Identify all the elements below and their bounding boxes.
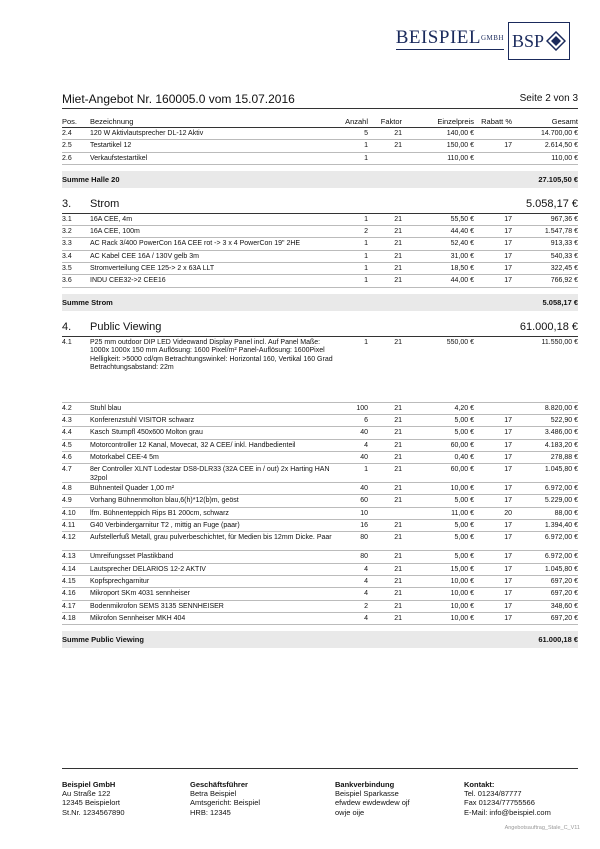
row-pos: 4.10 <box>62 509 76 517</box>
diamond-icon <box>546 31 566 51</box>
section-number: 3. <box>62 197 72 210</box>
sum-total: 61.000,18 € <box>538 635 578 645</box>
row-total: 6.972,00 € <box>544 534 578 542</box>
sum-row-public-viewing <box>62 631 578 648</box>
row-desc: Mikroport SKm 4031 sennheiser <box>90 590 190 598</box>
row-total: 3.486,00 € <box>544 429 578 437</box>
table-row <box>62 495 578 507</box>
row-discount: 17 <box>504 228 512 236</box>
row-pos: 4.3 <box>62 416 72 424</box>
row-pos: 4.17 <box>62 602 76 610</box>
footer-line: Beispiel Sparkasse <box>335 789 399 799</box>
row-factor: 21 <box>394 522 402 530</box>
row-unit-price: 4,20 € <box>454 404 474 412</box>
row-unit-price: 10,00 € <box>450 614 474 622</box>
row-factor: 21 <box>394 416 402 424</box>
row-pos: 3.4 <box>62 252 72 260</box>
table-row <box>62 508 578 520</box>
row-total: 697,20 € <box>550 577 578 585</box>
row-desc: Stromverteilung CEE 125-> 2 x 63A LLT <box>90 265 215 273</box>
sum-row-strom <box>62 294 578 311</box>
row-factor: 21 <box>394 485 402 493</box>
row-qty: 4 <box>364 614 368 622</box>
row-unit-price: 52,40 € <box>450 240 474 248</box>
row-unit-price: 11,00 € <box>451 509 474 517</box>
row-discount: 17 <box>504 565 512 573</box>
row-pos: 4.5 <box>62 441 72 449</box>
row-total: 697,20 € <box>550 590 578 598</box>
footer-management <box>190 780 320 817</box>
row-unit-price: 150,00 € <box>446 142 474 150</box>
header-qty: Anzahl <box>345 117 368 126</box>
row-total: 4.183,20 € <box>544 441 578 449</box>
row-factor: 21 <box>394 252 402 260</box>
row-total: 5.229,00 € <box>544 497 578 505</box>
row-qty: 60 <box>360 497 368 505</box>
row-unit-price: 140,00 € <box>446 130 474 137</box>
row-desc: 120 W Aktivlautsprecher DL-12 Aktiv <box>90 130 204 137</box>
row-pos: 4.8 <box>62 485 72 493</box>
header-pos: Pos. <box>62 117 78 126</box>
row-desc: G40 Verbindergarnitur T2 , mittig an Fuge (paar) <box>90 522 240 530</box>
row-discount: 17 <box>504 453 512 461</box>
footer-line: efwdew ewdewdew ojf <box>335 798 410 808</box>
row-qty: 2 <box>364 228 368 236</box>
row-total: 348,60 € <box>550 602 578 610</box>
table-row <box>62 520 578 532</box>
row-desc: AC Kabel CEE 16A / 130V gelb 3m <box>90 252 199 260</box>
row-total: 967,36 € <box>550 215 578 223</box>
table-row <box>62 128 578 140</box>
row-pos: 4.12 <box>62 534 76 542</box>
title-divider <box>62 108 578 109</box>
row-unit-price: 5,00 € <box>454 522 474 530</box>
row-desc: Aufstellerfuß Metall, grau pulverbeschichtet, für Medien bis 12mm Dicke. Paar <box>90 534 332 542</box>
row-factor: 21 <box>394 404 402 412</box>
row-desc: Bühnenteil Quader 1,00 m² <box>90 485 175 493</box>
table-row <box>62 263 578 275</box>
section-header-strom <box>62 196 578 214</box>
company-logo <box>396 22 570 60</box>
table-row <box>62 153 578 165</box>
row-desc: Testartikel 12 <box>90 142 132 150</box>
row-total: 8.820,00 € <box>544 404 578 412</box>
row-qty: 40 <box>360 429 368 437</box>
row-total: 1.045,80 € <box>544 466 578 474</box>
footer-heading: Beispiel GmbH <box>62 780 116 789</box>
section-total: 5.058,17 € <box>526 197 578 210</box>
row-pos: 2.4 <box>62 130 72 137</box>
row-qty: 5 <box>364 130 368 137</box>
row-discount: 17 <box>504 252 512 260</box>
row-unit-price: 5,00 € <box>454 429 474 437</box>
row-factor: 21 <box>394 565 402 573</box>
row-pos: 4.14 <box>62 565 76 573</box>
row-discount: 17 <box>504 497 512 505</box>
table-row <box>62 214 578 226</box>
row-qty: 1 <box>364 252 368 260</box>
row-pos: 4.9 <box>62 497 72 505</box>
table-row <box>62 275 578 287</box>
table-row <box>62 588 578 600</box>
section-total: 61.000,18 € <box>519 320 578 333</box>
row-discount: 17 <box>504 485 512 493</box>
row-pos: 2.5 <box>62 142 72 150</box>
rows-hall-20 <box>62 128 578 165</box>
row-desc: AC Rack 3/400 PowerCon 16A CEE rot -> 3 x 4 PowerCon 19" 2HE <box>90 240 301 248</box>
row-qty: 16 <box>360 522 368 530</box>
footer-divider <box>62 768 578 769</box>
row-unit-price: 18,50 € <box>450 265 474 273</box>
row-desc: P25 mm outdoor DIP LED Videowand Display Panel incl. Auf Panel Maße: 1000x 1000x 150 mm Auflösung: 1600 Pixel/m² Panel-Auflösung: 1600Pixel Helligkeit: >5000 cd/qm Betrachtungswinkel: Horizontal 160, Vertikal 160 Grad Betrachtungsabstand: 22m <box>90 338 333 372</box>
table-row <box>62 551 578 563</box>
row-qty: 10 <box>360 509 368 517</box>
row-qty: 1 <box>364 277 368 285</box>
row-desc: Kopfsprechgarnitur <box>90 577 150 585</box>
logo-abbr: BSP <box>512 30 545 51</box>
row-factor: 21 <box>394 590 402 598</box>
row-unit-price: 10,00 € <box>450 590 474 598</box>
table-row <box>62 576 578 588</box>
row-pos: 4.1 <box>62 338 72 346</box>
row-discount: 17 <box>504 265 512 273</box>
footer-line: E-Mail: info@beispiel.com <box>464 807 551 817</box>
row-total: 2.614,50 € <box>544 142 578 150</box>
row-factor: 21 <box>394 215 402 223</box>
row-discount: 17 <box>504 240 512 248</box>
row-unit-price: 5,00 € <box>454 534 474 542</box>
row-factor: 21 <box>394 577 402 585</box>
row-total: 11.550,00 € <box>541 338 578 346</box>
row-desc: Stuhl blau <box>90 404 122 412</box>
row-qty: 1 <box>364 215 368 223</box>
row-total: 14.700,00 € <box>541 130 578 137</box>
footer-company <box>62 780 192 817</box>
row-factor: 21 <box>394 602 402 610</box>
row-discount: 17 <box>504 429 512 437</box>
row-unit-price: 60,00 € <box>450 466 474 474</box>
row-unit-price: 10,00 € <box>450 577 474 585</box>
row-discount: 17 <box>504 534 512 542</box>
row-pos: 3.6 <box>62 277 72 285</box>
table-row <box>62 427 578 439</box>
row-qty: 1 <box>364 240 368 248</box>
row-pos: 4.7 <box>62 466 72 474</box>
rows-strom <box>62 214 578 288</box>
row-discount: 17 <box>504 215 512 223</box>
sum-label: Summe Halle 20 <box>62 174 120 184</box>
row-desc: lfm. Bühnenteppich Rips B1 200cm, schwarz <box>90 509 229 517</box>
row-discount: 17 <box>504 142 512 150</box>
row-desc: Konferenzstuhl VISITOR schwarz <box>90 416 195 424</box>
table-row <box>62 337 578 403</box>
section-number: 4. <box>62 320 72 333</box>
row-pos: 3.5 <box>62 265 72 273</box>
row-discount: 17 <box>504 614 512 622</box>
row-pos: 4.6 <box>62 453 72 461</box>
footer-line: Au Straße 122 <box>62 789 111 799</box>
row-desc: 16A CEE, 4m <box>90 215 133 223</box>
footer-line: Tel. 01234/87777 <box>464 789 522 799</box>
footer-line: Betra Beispiel <box>190 789 237 799</box>
row-desc: 16A CEE, 100m <box>90 228 140 236</box>
row-total: 1.394,40 € <box>544 522 578 530</box>
row-qty: 4 <box>364 565 368 573</box>
row-unit-price: 60,00 € <box>450 441 474 449</box>
row-total: 1.045,80 € <box>544 565 578 573</box>
row-unit-price: 55,50 € <box>450 215 474 223</box>
row-unit-price: 110,00 € <box>447 154 474 162</box>
footer-line: Fax 01234/77755566 <box>464 798 535 808</box>
section-title: Public Viewing <box>90 320 162 333</box>
table-row <box>62 601 578 613</box>
row-qty: 1 <box>364 154 368 162</box>
row-discount: 17 <box>504 553 512 561</box>
row-factor: 21 <box>394 240 402 248</box>
row-pos: 4.18 <box>62 614 76 622</box>
row-qty: 2 <box>364 602 368 610</box>
row-unit-price: 15,00 € <box>450 565 474 573</box>
header-total: Gesamt <box>551 117 578 126</box>
table-row <box>62 532 578 551</box>
row-unit-price: 10,00 € <box>450 485 474 493</box>
table-row <box>62 483 578 495</box>
row-unit-price: 550,00 € <box>446 338 474 346</box>
row-qty: 80 <box>360 534 368 542</box>
row-unit-price: 5,00 € <box>454 553 474 561</box>
row-qty: 4 <box>364 441 368 449</box>
row-qty: 4 <box>364 590 368 598</box>
sum-label: Summe Strom <box>62 297 113 307</box>
row-total: 110,00 € <box>551 154 578 162</box>
footer-heading: Geschäftsführer <box>190 780 248 789</box>
row-unit-price: 10,00 € <box>450 602 474 610</box>
footer-contact <box>464 780 594 817</box>
row-desc: Bodenmikrofon SEMS 3135 SENNHEISER <box>90 602 224 610</box>
sum-label: Summe Public Viewing <box>62 635 144 645</box>
page-number: Seite 2 von 3 <box>519 93 578 104</box>
row-qty: 1 <box>364 265 368 273</box>
row-desc: 8er Controller XLNT Lodestar DS8-DLR33 (32A CEE in / out) 2x Harting HAN 32pol <box>90 466 330 482</box>
row-qty: 100 <box>356 404 368 412</box>
row-total: 88,00 € <box>554 509 578 517</box>
logo-wordmark: $BEISPIEL^{GMBH}$ <box>395 27 504 48</box>
row-discount: 20 <box>504 509 512 517</box>
row-unit-price: 5,00 € <box>454 416 474 424</box>
row-desc: INDU CEE32->2 CEE16 <box>90 277 166 285</box>
row-factor: 21 <box>394 553 402 561</box>
row-factor: 21 <box>394 466 402 474</box>
row-factor: 21 <box>394 265 402 273</box>
footer-line: HRB: 12345 <box>190 807 231 817</box>
row-factor: 21 <box>394 277 402 285</box>
row-discount: 17 <box>504 277 512 285</box>
row-qty: 1 <box>364 338 368 346</box>
row-factor: 21 <box>394 441 402 449</box>
row-factor: 21 <box>394 453 402 461</box>
table-row <box>62 564 578 576</box>
row-total: 540,33 € <box>550 252 578 260</box>
document-title: Miet-Angebot Nr. 160005.0 vom 15.07.2016 <box>62 92 295 106</box>
row-factor: 21 <box>394 614 402 622</box>
row-discount: 17 <box>504 602 512 610</box>
footer-line: St.Nr. 1234567890 <box>62 807 125 817</box>
row-discount: 17 <box>504 416 512 424</box>
row-factor: 21 <box>394 228 402 236</box>
row-pos: 3.2 <box>62 228 72 236</box>
row-discount: 17 <box>504 522 512 530</box>
sum-total: 5.058,17 € <box>542 297 578 307</box>
footer-line: 12345 Beispielort <box>62 798 120 808</box>
footer-heading: Bankverbindung <box>335 780 395 789</box>
row-unit-price: 5,00 € <box>454 497 474 505</box>
row-qty: 1 <box>364 466 368 474</box>
row-pos: 4.11 <box>62 522 76 530</box>
table-row <box>62 226 578 238</box>
section-title: Strom <box>90 197 120 210</box>
row-total: 913,33 € <box>550 240 578 248</box>
row-discount: 17 <box>504 577 512 585</box>
footer-heading: Kontakt: <box>464 780 495 789</box>
row-qty: 40 <box>360 453 368 461</box>
row-discount: 17 <box>504 590 512 598</box>
row-desc: Umreifungsset Plastikband <box>90 553 174 561</box>
row-unit-price: 31,00 € <box>450 252 474 260</box>
row-desc: Verkaufstestartikel <box>90 154 148 162</box>
row-factor: 21 <box>394 130 402 137</box>
row-qty: 40 <box>360 485 368 493</box>
row-factor: 21 <box>394 338 402 346</box>
row-desc: Vorhang Bühnenmolton blau,6(h)*12(b)m, geöst <box>90 497 239 505</box>
row-total: 1.547,78 € <box>544 228 578 236</box>
row-discount: 17 <box>504 466 512 474</box>
row-desc: Mikrofon Sennheiser MKH 404 <box>90 614 186 622</box>
table-row <box>62 251 578 263</box>
footer-line: Amtsgericht: Beispiel <box>190 798 261 808</box>
rows-public-viewing <box>62 403 578 625</box>
document-watermark: Angebotsauftrag_Stale_C_V11 <box>504 825 580 831</box>
table-row <box>62 452 578 464</box>
row-unit-price: 44,00 € <box>450 277 474 285</box>
sum-row-hall <box>62 171 578 188</box>
section-header-public-viewing <box>62 319 578 337</box>
header-discount: Rabatt % <box>481 117 512 126</box>
row-total: 6.972,00 € <box>544 553 578 561</box>
table-row <box>62 140 578 152</box>
footer-line: owje oije <box>335 807 365 817</box>
row-factor: 21 <box>394 497 402 505</box>
row-discount: 17 <box>504 441 512 449</box>
header-factor: Faktor <box>380 117 402 126</box>
header-unit-price: Einzelpreis <box>437 117 474 126</box>
row-total: 322,45 € <box>550 265 578 273</box>
table-row <box>62 415 578 427</box>
row-pos: 4.15 <box>62 577 76 585</box>
logo-mark <box>508 22 570 60</box>
table-row <box>62 238 578 250</box>
table-row <box>62 403 578 415</box>
table-row <box>62 440 578 452</box>
row-qty: 80 <box>360 553 368 561</box>
table-row <box>62 613 578 625</box>
row-qty: 1 <box>364 142 368 150</box>
row-total: 697,20 € <box>550 614 578 622</box>
row-unit-price: 44,40 € <box>450 228 474 236</box>
row-pos: 3.1 <box>62 215 72 223</box>
row-factor: 21 <box>394 534 402 542</box>
row-factor: 21 <box>394 142 402 150</box>
row-pos: 4.2 <box>62 404 72 412</box>
header-desc: Bezeichnung <box>90 117 134 126</box>
row-qty: 6 <box>364 416 368 424</box>
offer-table <box>62 114 578 648</box>
row-qty: 4 <box>364 577 368 585</box>
row-pos: 4.13 <box>62 553 76 561</box>
row-desc: Kasch Stumpfl 450x600 Molton grau <box>90 429 203 437</box>
row-desc: Motorkabel CEE-4 5m <box>90 453 159 461</box>
row-total: 6.972,00 € <box>544 485 578 493</box>
row-total: 522,90 € <box>550 416 578 424</box>
row-pos: 2.6 <box>62 154 72 162</box>
row-pos: 4.4 <box>62 429 72 437</box>
sum-total: 27.105,50 € <box>538 174 578 184</box>
table-row <box>62 464 578 483</box>
row-desc: Motorcontroller 12 Kanal, Movecat, 32 A CEE/ inkl. Handbedienteil <box>90 441 296 449</box>
footer-bank <box>335 780 465 817</box>
row-pos: 4.16 <box>62 590 76 598</box>
row-total: 766,92 € <box>550 277 578 285</box>
row-total: 278,88 € <box>550 453 578 461</box>
row-factor: 21 <box>394 429 402 437</box>
table-header <box>62 114 578 128</box>
row-desc: Lautsprecher DELARIOS 12-2 AKTIV <box>90 565 206 573</box>
row-pos: 3.3 <box>62 240 72 248</box>
row-unit-price: 0,40 € <box>454 453 474 461</box>
